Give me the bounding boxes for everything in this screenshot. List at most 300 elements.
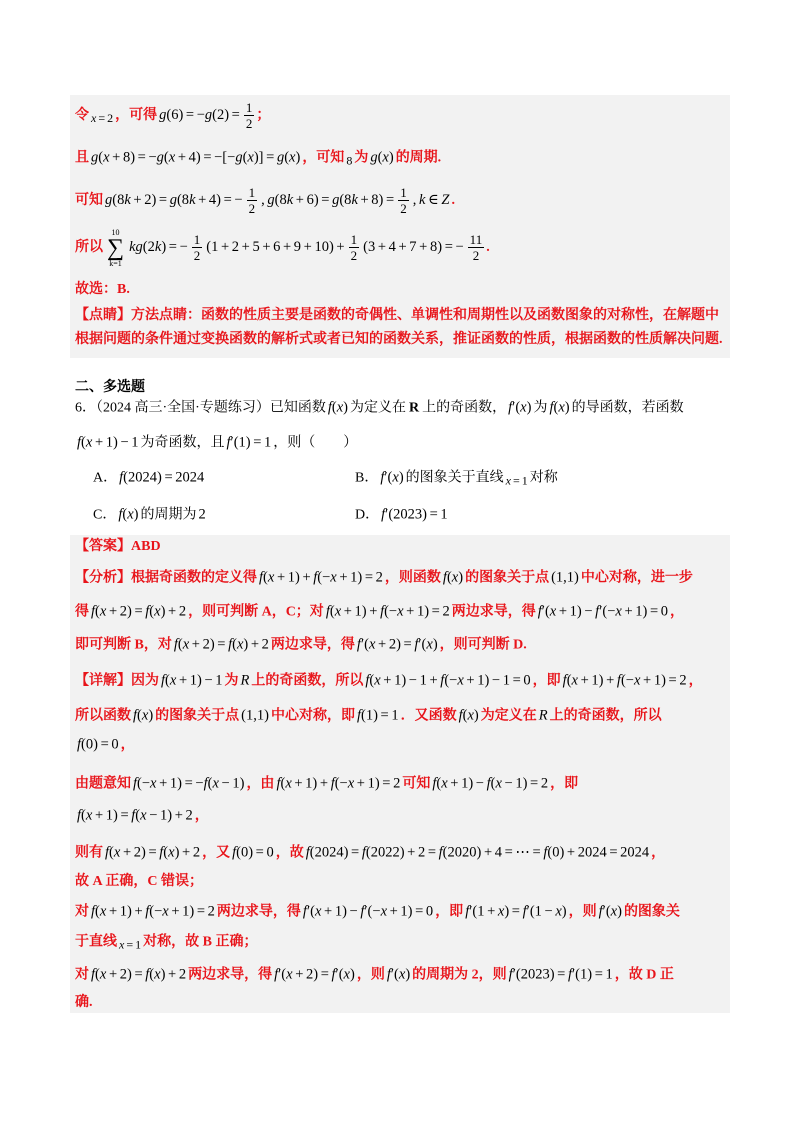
math-variable: x bbox=[247, 149, 254, 166]
text-run: ，则 bbox=[568, 904, 597, 920]
math-variable: x bbox=[169, 672, 177, 689]
math-expression: f(x + 2) = f(x) + 2 bbox=[105, 844, 201, 861]
summation-upper-limit: 10 bbox=[111, 228, 120, 237]
math-variable: g bbox=[235, 149, 243, 166]
math-expression: f′(x + 2) = f′(x) bbox=[274, 966, 355, 983]
answer-line bbox=[75, 601, 684, 624]
math-variable: x bbox=[212, 775, 219, 792]
math-expression: f(x + 1) − 1 + f(−x + 1) − 1 = 0 bbox=[365, 672, 531, 689]
math-expression: f(x) bbox=[458, 707, 479, 724]
fraction-numerator: 1 bbox=[350, 232, 358, 247]
math-expression: x = 1 bbox=[505, 473, 528, 488]
math-variable: x bbox=[615, 603, 622, 620]
math-expression: g(x) bbox=[370, 149, 394, 166]
math-variable: f bbox=[549, 399, 554, 416]
math-variable: g bbox=[159, 107, 167, 124]
math-variable: f bbox=[302, 903, 307, 920]
math-variable: x bbox=[99, 903, 107, 920]
text-run: 中心对称，即 bbox=[270, 708, 355, 724]
text-run: ，可得 bbox=[115, 108, 158, 124]
math-expression: f′(1 + x) = f′(1 − x) bbox=[465, 903, 567, 920]
math-variable: x bbox=[397, 603, 404, 620]
math-variable: f bbox=[118, 506, 123, 523]
math-variable: x bbox=[85, 434, 93, 451]
math-variable: f bbox=[274, 966, 279, 983]
text-run: 两边求导，得 bbox=[451, 604, 536, 620]
math-variable: x bbox=[555, 903, 562, 920]
text-run: ，即 bbox=[532, 673, 561, 689]
fraction bbox=[349, 233, 360, 263]
question-stem-line bbox=[75, 432, 357, 455]
math-expression: f(x + 1) − 1 bbox=[161, 672, 223, 689]
math-expression: x = 2 bbox=[91, 111, 114, 126]
math-variable: f bbox=[562, 672, 567, 689]
math-expression: g(x + 8) = −g(x + 4) = −[−g(x)] = g(x) bbox=[91, 149, 301, 166]
math-variable: x bbox=[633, 672, 641, 689]
math-variable: x bbox=[103, 149, 110, 166]
math-expression: f(0) = 0 bbox=[232, 844, 274, 861]
text-run: 可知 bbox=[75, 193, 103, 209]
math-variable: f bbox=[330, 775, 335, 792]
option-b bbox=[355, 467, 558, 490]
text-run: ，则可判断 A，C；对 bbox=[188, 604, 324, 620]
math-variable: x bbox=[154, 603, 161, 620]
text-run: . bbox=[451, 193, 455, 209]
text-run: 由题意知 bbox=[75, 776, 131, 792]
math-expression: f(x + 1) + f(−x + 1) = 2 bbox=[325, 603, 450, 620]
text-run: 故 A 正确，C 错误； bbox=[75, 874, 203, 889]
math-variable: x bbox=[392, 469, 399, 486]
solution-line bbox=[75, 147, 441, 170]
math-variable: g bbox=[135, 239, 143, 256]
math-variable: x bbox=[334, 603, 342, 620]
math-variable: k bbox=[129, 239, 136, 256]
math-variable: x bbox=[91, 111, 97, 126]
answer-line bbox=[75, 931, 257, 954]
math-variable: x bbox=[127, 506, 134, 523]
math-variable: f bbox=[313, 569, 318, 586]
math-variable: f bbox=[145, 903, 150, 920]
math-variable: x bbox=[119, 937, 125, 952]
math-variable: f bbox=[145, 966, 150, 983]
text-run: . bbox=[486, 240, 490, 256]
math-variable: f bbox=[77, 736, 82, 753]
answer-line bbox=[75, 842, 665, 865]
math-variable: x bbox=[141, 707, 149, 724]
summation-lower-limit: k=1 bbox=[109, 259, 122, 268]
math-expression bbox=[539, 708, 548, 724]
math-expression: f′(2023) = f′(1) = 1 bbox=[508, 966, 613, 983]
math-variable: f bbox=[360, 903, 365, 920]
fraction bbox=[192, 233, 203, 263]
answer-line bbox=[75, 805, 209, 828]
text-run: 的图象关于直线 bbox=[405, 470, 504, 486]
text-run: ，由 bbox=[246, 776, 275, 792]
math-expression: f(x + 2) = f(x) + 2 bbox=[91, 966, 187, 983]
math-variable: f bbox=[161, 672, 166, 689]
math-variable: g bbox=[332, 192, 340, 209]
text-run: 得 bbox=[75, 604, 89, 620]
answer-line bbox=[75, 964, 674, 987]
math-variable: x bbox=[99, 603, 107, 620]
math-variable: f bbox=[77, 807, 82, 824]
text-run: 的周期为 2，则 bbox=[412, 967, 507, 983]
answer-line bbox=[75, 634, 527, 657]
math-expression: f′(x) bbox=[598, 903, 622, 920]
text-run: 故选：B. bbox=[75, 282, 130, 297]
math-variable: x bbox=[85, 807, 93, 824]
math-expression: f(x + 1) + f(−x + 1) = 2 bbox=[276, 775, 401, 792]
math-variable: g bbox=[156, 149, 164, 166]
math-variable: x bbox=[505, 473, 511, 488]
answer-line bbox=[75, 536, 161, 558]
text-run: 所以 bbox=[75, 240, 103, 256]
text-run: 对称 bbox=[529, 470, 558, 486]
text-run: B． bbox=[355, 470, 379, 486]
math-variable: f bbox=[356, 707, 361, 724]
fraction-numerator: 1 bbox=[400, 185, 407, 200]
math-variable: x bbox=[347, 775, 355, 792]
solution-line bbox=[75, 279, 130, 301]
fraction-numerator: 1 bbox=[193, 232, 201, 247]
text-run: 上的奇函数， bbox=[422, 400, 507, 416]
math-expression: (3 + 4 + 7 + 8) = − bbox=[363, 239, 464, 256]
math-variable: x bbox=[150, 775, 157, 792]
text-run: 两边求导，得 bbox=[270, 637, 355, 653]
text-run: ，则可判断 D. bbox=[439, 637, 527, 653]
math-variable: g bbox=[169, 192, 177, 209]
math-expression: (1 + 2 + 5 + 6 + 9 + 10) + bbox=[206, 239, 345, 256]
math-variable: f bbox=[133, 707, 138, 724]
text-run: 对 bbox=[75, 967, 89, 983]
fraction-numerator: 1 bbox=[248, 185, 256, 200]
math-variable: f bbox=[226, 434, 231, 451]
text-run: ，故 bbox=[275, 845, 304, 861]
text-run: 且 bbox=[75, 150, 89, 166]
math-variable: f bbox=[508, 399, 513, 416]
math-expression: f(x) bbox=[549, 399, 570, 416]
math-expression: f(x) bbox=[118, 506, 139, 523]
answer-line bbox=[75, 773, 578, 796]
fraction-denominator: 2 bbox=[400, 201, 407, 216]
math-expression: f′(x + 2) = f′(x) bbox=[356, 636, 438, 653]
math-variable: f bbox=[119, 469, 124, 486]
math-variable: f bbox=[486, 775, 491, 792]
math-variable: f bbox=[442, 569, 447, 586]
text-run: 所以函数 bbox=[75, 708, 131, 724]
text-run: 的图象关于点 bbox=[465, 570, 550, 586]
math-variable: x bbox=[497, 903, 505, 920]
math-variable: x bbox=[267, 569, 275, 586]
math-expression: f(x + 2) = f(x) + 2 bbox=[91, 603, 187, 620]
text-run: ， bbox=[670, 604, 684, 620]
math-expression: f(x) bbox=[133, 707, 154, 724]
text-run: 可知 bbox=[402, 776, 431, 792]
math-variable: f bbox=[380, 603, 385, 620]
math-variable: f bbox=[133, 775, 138, 792]
math-variable: x bbox=[571, 672, 578, 689]
text-run: 两边求导，得 bbox=[188, 967, 273, 983]
math-variable: f bbox=[567, 966, 572, 983]
text-run: 为奇函数，且 bbox=[140, 435, 225, 451]
math-variable: x bbox=[520, 399, 527, 416]
text-run: 【点睛】方法点睛：函数的性质主要是函数的奇偶性、单调性和周期性以及函数图象的对称性，在解题中 bbox=[75, 308, 719, 323]
math-variable: k bbox=[189, 192, 196, 209]
option-c bbox=[93, 504, 208, 527]
math-variable: f bbox=[386, 966, 391, 983]
text-run: 根据问题的条件通过变换函数的解析式或者已知的函数关系，推证函数的性质，根据函数的性质解决问题. bbox=[75, 332, 723, 347]
math-variable: x bbox=[374, 672, 381, 689]
fraction bbox=[244, 101, 255, 131]
math-variable: g bbox=[267, 192, 275, 209]
bold-symbol: R bbox=[408, 400, 420, 416]
math-variable: x bbox=[426, 636, 433, 653]
fraction bbox=[468, 233, 485, 263]
math-expression: f(2024) = f(2022) + 2 = f(2020) + 4 = ⋯ = f(0) + 2024 = 2024 bbox=[305, 844, 650, 861]
fraction-denominator: 2 bbox=[248, 201, 256, 216]
math-variable: x bbox=[168, 149, 176, 166]
math-variable: g bbox=[204, 107, 213, 124]
math-variable: f bbox=[458, 707, 463, 724]
text-run: 为定义在 bbox=[349, 400, 406, 416]
math-variable: x bbox=[343, 966, 350, 983]
fraction-numerator: 1 bbox=[245, 100, 253, 115]
math-expression: f(x + 1) − f(x − 1) = 2 bbox=[432, 775, 549, 792]
answer-line bbox=[75, 901, 680, 924]
math-variable: k bbox=[154, 239, 162, 256]
math-variable: x bbox=[330, 569, 337, 586]
math-variable: x bbox=[549, 603, 557, 620]
answer-analysis-box bbox=[70, 535, 730, 1013]
summation-symbol: ∑ bbox=[107, 235, 125, 261]
math-variable: f bbox=[276, 775, 281, 792]
math-variable: x bbox=[182, 636, 190, 653]
math-variable: f bbox=[331, 966, 336, 983]
math-variable: f bbox=[91, 903, 96, 920]
math-variable: f bbox=[228, 636, 233, 653]
answer-line bbox=[75, 567, 693, 590]
math-variable: f bbox=[543, 844, 548, 861]
math-variable: f bbox=[380, 469, 385, 486]
math-variable: x bbox=[610, 903, 618, 920]
text-run: ，即 bbox=[550, 776, 579, 792]
text-run: 的图象关于点 bbox=[155, 708, 240, 724]
math-variable: f bbox=[361, 844, 366, 861]
option-d bbox=[355, 504, 450, 527]
math-expression: , g(8k + 6) = g(8k + 8) = bbox=[261, 192, 395, 209]
math-variable: f bbox=[232, 844, 237, 861]
math-expression: f(x + 1) = f(x − 1) + 2 bbox=[77, 807, 193, 824]
math-variable: f bbox=[522, 903, 527, 920]
math-variable: x bbox=[451, 569, 459, 586]
text-run: 中心对称，进一步 bbox=[580, 570, 693, 586]
text-run: 的图象关 bbox=[623, 904, 680, 920]
math-variable: R bbox=[538, 707, 548, 724]
math-expression: f(1) = 1 bbox=[356, 707, 399, 724]
text-run: 令 bbox=[75, 108, 89, 124]
math-variable: f bbox=[356, 636, 361, 653]
option-a bbox=[93, 467, 206, 490]
text-run: ，则（ ） bbox=[273, 435, 358, 451]
math-expression: 8 bbox=[346, 153, 353, 168]
answer-line bbox=[75, 734, 135, 757]
answer-line bbox=[75, 705, 662, 728]
text-run: ， bbox=[651, 845, 666, 861]
math-expression: f(x + 2) = f(x) + 2 bbox=[173, 636, 269, 653]
math-variable: R bbox=[240, 672, 250, 689]
math-variable: f bbox=[381, 506, 386, 523]
math-variable: f bbox=[438, 844, 443, 861]
text-run: ，故 D 正 bbox=[614, 967, 674, 983]
math-variable: f bbox=[259, 569, 264, 586]
math-variable: f bbox=[598, 903, 603, 920]
text-run: 为 bbox=[533, 400, 548, 416]
math-variable: x bbox=[314, 903, 322, 920]
solution-continuation-box bbox=[70, 95, 730, 358]
question-stem-line bbox=[75, 397, 684, 420]
text-run: ，又 bbox=[202, 845, 231, 861]
text-run: D． bbox=[355, 507, 380, 523]
math-variable: f bbox=[432, 775, 437, 792]
math-variable: x bbox=[285, 775, 292, 792]
solution-line bbox=[75, 305, 719, 327]
math-variable: x bbox=[286, 966, 293, 983]
text-run: 对称，故 B 正确； bbox=[143, 934, 258, 950]
math-expression: f′(2023) = 1 bbox=[381, 506, 448, 523]
math-variable: f bbox=[327, 399, 332, 416]
math-expression: f(x + 1) + f(−x + 1) = 2 bbox=[259, 569, 383, 586]
text-run: 则有 bbox=[75, 845, 103, 861]
math-expression: 2 bbox=[198, 506, 206, 523]
math-variable: x bbox=[289, 149, 296, 166]
math-variable: g bbox=[91, 149, 99, 166]
math-variable: x bbox=[457, 672, 464, 689]
math-variable: f bbox=[105, 844, 110, 861]
text-run: ，即 bbox=[435, 904, 464, 920]
math-variable: x bbox=[154, 966, 161, 983]
math-expression: f′(1) = 1 bbox=[226, 434, 272, 451]
section-heading: 二、多选题 bbox=[75, 380, 145, 395]
math-variable: f bbox=[325, 603, 330, 620]
solution-line bbox=[75, 329, 723, 351]
fraction bbox=[398, 186, 409, 216]
text-run: 的周期. bbox=[395, 150, 442, 166]
math-variable: f bbox=[440, 672, 445, 689]
answer-line bbox=[75, 992, 93, 1014]
text-run: ， bbox=[194, 808, 209, 824]
text-run: 【答案】ABD bbox=[75, 539, 161, 554]
math-variable: k bbox=[124, 192, 131, 209]
math-variable: x bbox=[467, 707, 474, 724]
math-expression: x = 1 bbox=[119, 937, 142, 952]
solution-line bbox=[75, 186, 455, 216]
fraction-denominator: 2 bbox=[245, 116, 253, 131]
math-variable: x bbox=[336, 399, 344, 416]
math-expression: kg(2k) = − bbox=[129, 239, 188, 256]
math-expression: f′(x + 1) − f′(−x + 1) = 0 bbox=[302, 903, 434, 920]
text-run: ，则 bbox=[356, 967, 385, 983]
math-variable: x bbox=[162, 903, 169, 920]
math-variable: k bbox=[351, 192, 358, 209]
math-expression: f′(x) bbox=[508, 399, 532, 416]
math-variable: f bbox=[508, 966, 513, 983]
fraction-denominator: 2 bbox=[193, 248, 201, 263]
text-run: ； bbox=[256, 108, 271, 124]
math-variable: k bbox=[418, 192, 426, 209]
math-variable: f bbox=[131, 807, 136, 824]
text-run: 确. bbox=[75, 995, 93, 1010]
text-run: 于直线 bbox=[75, 934, 117, 950]
math-variable: f bbox=[365, 672, 370, 689]
fraction-denominator: 2 bbox=[472, 248, 480, 263]
math-variable: g bbox=[276, 149, 285, 166]
answer-line bbox=[75, 871, 203, 893]
math-expression: f′(x) bbox=[380, 469, 404, 486]
answer-line bbox=[75, 670, 703, 693]
math-expression: f(x) bbox=[327, 399, 348, 416]
math-expression: f(x + 1) − 1 bbox=[77, 434, 139, 451]
fraction bbox=[247, 186, 258, 216]
math-variable: f bbox=[173, 636, 178, 653]
math-variable: k bbox=[286, 192, 294, 209]
math-variable: f bbox=[465, 903, 470, 920]
solution-line bbox=[75, 101, 270, 131]
math-variable: f bbox=[91, 966, 96, 983]
math-expression: f(−x + 1) = −f(x − 1) bbox=[133, 775, 245, 792]
math-variable: x bbox=[236, 636, 244, 653]
text-run: ，则函数 bbox=[384, 570, 441, 586]
summation bbox=[107, 228, 124, 268]
text-run: 为 bbox=[224, 673, 239, 689]
math-variable: f bbox=[414, 636, 419, 653]
math-variable: x bbox=[558, 399, 565, 416]
text-run: 【详解】因为 bbox=[75, 673, 159, 689]
math-expression: g(8k + 2) = g(8k + 4) = − bbox=[105, 192, 243, 209]
fraction-denominator: 2 bbox=[350, 248, 358, 263]
text-run: ，可知 bbox=[302, 150, 345, 166]
text-run: 即可判断 B，对 bbox=[75, 637, 172, 653]
text-run: ， bbox=[120, 737, 135, 753]
math-variable: f bbox=[159, 844, 164, 861]
text-run: ， bbox=[688, 673, 703, 689]
math-variable: x bbox=[140, 807, 147, 824]
math-expression: f(0) = 0 bbox=[77, 736, 119, 753]
math-variable: x bbox=[495, 775, 502, 792]
math-expression: f′(x) bbox=[386, 966, 411, 983]
text-run: 6．（2024 高三·全国·专题练习）已知函数 bbox=[75, 400, 326, 416]
math-expression: f(x + 1) + f(−x + 1) = 2 bbox=[91, 903, 215, 920]
math-variable: f bbox=[616, 672, 621, 689]
math-variable: f bbox=[305, 844, 310, 861]
math-variable: x bbox=[99, 966, 107, 983]
math-variable: x bbox=[398, 966, 406, 983]
math-variable: x bbox=[441, 775, 448, 792]
math-variable: x bbox=[113, 844, 121, 861]
math-expression: f(x) bbox=[442, 569, 464, 586]
math-variable: f bbox=[145, 603, 150, 620]
math-expression: g(6) = −g(2) = bbox=[159, 107, 240, 124]
math-expression: , k ∈ Z bbox=[412, 192, 450, 209]
text-run: 为 bbox=[354, 150, 369, 166]
solution-line bbox=[75, 228, 490, 268]
text-run: 为定义在 bbox=[480, 708, 537, 724]
math-expression: f(x + 1) + f(−x + 1) = 2 bbox=[562, 672, 687, 689]
math-variable: f bbox=[77, 434, 82, 451]
fraction-numerator: 11 bbox=[469, 232, 483, 247]
text-run: C． bbox=[93, 507, 117, 523]
text-run: A． bbox=[93, 470, 118, 486]
math-variable: x bbox=[382, 149, 389, 166]
